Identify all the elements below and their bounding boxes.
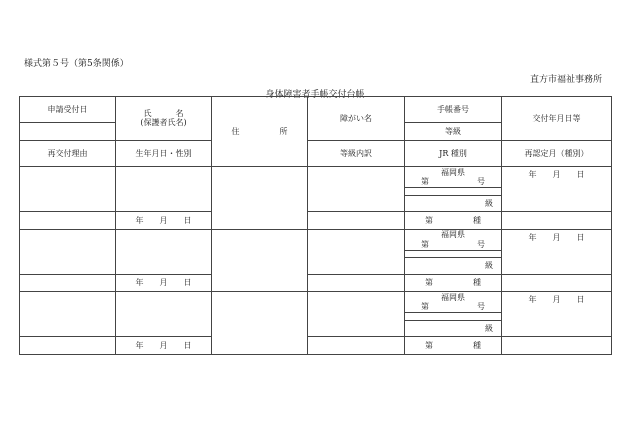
cell-application-date	[20, 292, 116, 337]
cell-recert-month	[502, 337, 612, 355]
cell-recert-month	[502, 212, 612, 229]
record-row	[20, 166, 612, 187]
cell-grade-detail	[308, 274, 405, 291]
cell-name	[116, 229, 212, 274]
cell-grade-detail	[308, 212, 405, 229]
form-label: 様式第５号（第5条関係）	[24, 59, 129, 69]
cell-jr-type: 第 種	[405, 212, 502, 229]
cell-number-label: 第 号	[421, 176, 485, 186]
cell-number-label: 第 号	[421, 302, 485, 312]
record-row	[20, 292, 612, 313]
cell-name	[116, 166, 212, 211]
cell-prefecture: 福岡県	[441, 167, 465, 177]
cell-address	[212, 229, 308, 292]
col-address: 住 所	[212, 97, 308, 167]
cell-issue-date: 年 月 日	[502, 292, 612, 337]
cell-issue-date: 年 月 日	[502, 229, 612, 274]
cell-reissue-reason	[20, 274, 116, 291]
cell-birth-date: 年 月 日	[116, 337, 212, 355]
record-row	[20, 229, 612, 250]
col-notebook-number: 手帳番号	[405, 97, 502, 123]
empty-cell	[20, 123, 116, 140]
cell-disability-name	[308, 292, 405, 337]
col-reissue-reason: 再交付理由	[20, 140, 116, 166]
cell-prefecture: 福岡県	[441, 293, 465, 303]
cell-reissue-reason	[20, 337, 116, 355]
col-issue-date: 交付年月日等	[502, 97, 612, 141]
office-name: 直方市福祉事務所	[529, 75, 602, 85]
cell-disability-name	[308, 166, 405, 211]
cell-grade: 級	[405, 258, 502, 274]
col-jr-type: JR 種別	[405, 140, 502, 166]
cell-reissue-reason	[20, 212, 116, 229]
col-birth-gender: 生年月日・性別	[116, 140, 212, 166]
cell-grade: 級	[405, 195, 502, 211]
cell-birth-date: 年 月 日	[116, 274, 212, 291]
cell-name	[116, 292, 212, 337]
cell-application-date	[20, 229, 116, 274]
cell-disability-name	[308, 229, 405, 274]
cell-number	[405, 229, 502, 250]
col-grade: 等級	[405, 123, 502, 140]
cell-address	[212, 166, 308, 229]
col-recert-month: 再認定月（種別）	[502, 140, 612, 166]
cell-birth-date: 年 月 日	[116, 212, 212, 229]
cell-jr-type: 第 種	[405, 337, 502, 355]
col-grade-detail: 等級内訳	[308, 140, 405, 166]
cell-jr-type: 第 種	[405, 274, 502, 291]
cell-grade-detail	[308, 337, 405, 355]
col-disability-name: 障がい名	[308, 97, 405, 141]
cell-number-label: 第 号	[421, 239, 485, 249]
cell-address	[212, 292, 308, 355]
document-title: 身体障害者手帳交付台帳	[265, 90, 365, 100]
col-name-line2: (保護者氏名)	[140, 118, 187, 128]
cell-recert-month	[502, 274, 612, 291]
col-name	[116, 97, 212, 141]
cell-number	[405, 166, 502, 187]
col-name-line1: 氏 名	[143, 109, 184, 119]
cell-grade: 級	[405, 320, 502, 336]
col-application-date: 申請受付日	[20, 97, 116, 123]
cell-issue-date: 年 月 日	[502, 166, 612, 211]
ledger-table	[19, 96, 612, 355]
cell-prefecture: 福岡県	[441, 230, 465, 240]
cell-application-date	[20, 166, 116, 211]
cell-number	[405, 292, 502, 313]
